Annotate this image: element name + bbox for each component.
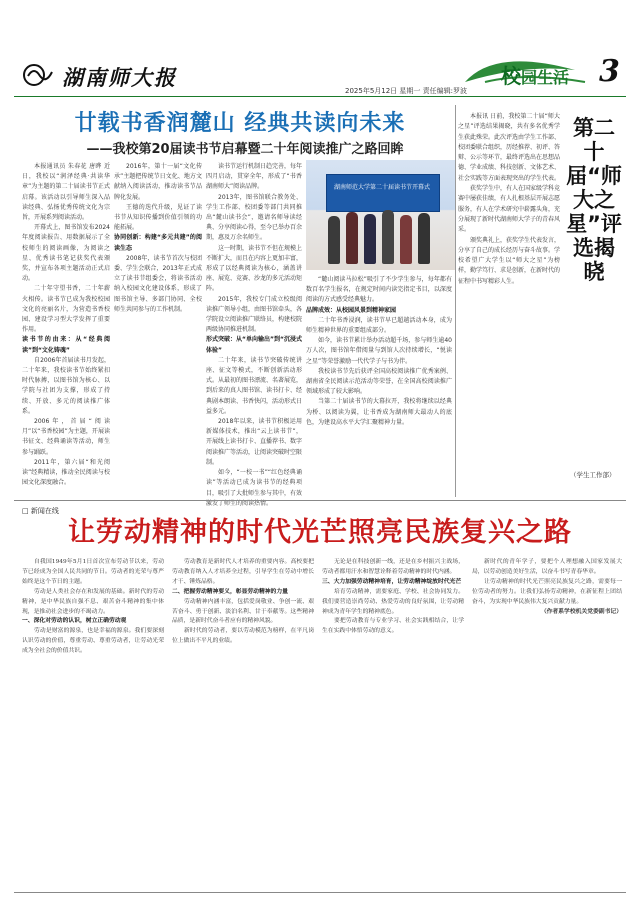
photo-person [346, 212, 358, 264]
paragraph: 当第二十届读书节的大幕拉开，我校将继续以经典为桥、以阅读为翼，让书香成为湖南师大最动人的底色，为建设高水平大学汇聚精神力量。 [306, 398, 452, 426]
section-subheading: 品牌成效：从校园风景到精神家园 [306, 306, 397, 314]
photo-person [382, 210, 394, 264]
section-subheading: 二、把握劳动精神要义，彰显劳动精神的力量 [172, 588, 288, 595]
article2-column-1 [22, 558, 164, 888]
masthead [0, 0, 640, 100]
article1-column-2 [114, 162, 202, 494]
section-subheading: 形式突破：从“单向输出”到“沉浸式体验” [206, 336, 302, 354]
paragraph: 无论是在科技创新一线，还是在乡村振兴主战场，劳动者都用汗水和智慧诠释着劳动精神的时代内涵。 [322, 559, 464, 575]
paragraph: 如今，读书节累计举办活动超千场，参与师生逾40万人次，图书馆年借阅量与到馆人次持续增长，“悦读之星”等荣誉激励一代代学子与书为伴。 [306, 337, 452, 365]
section-header [455, 52, 625, 92]
paragraph: 培育劳动精神，需要家庭、学校、社会协同发力。我们要营造崇尚劳动、热爱劳动的良好氛围，让劳动精神成为青年学生的精神底色。 [322, 588, 464, 615]
article1-column-3 [306, 275, 452, 495]
paragraph: 开幕式上，图书馆发布2024年度阅读报告、用数据展示了全校师生的阅读画像，为阅读之星、优秀读书笔记获奖代表颁奖，并宣布各项主题活动正式启动。 [22, 224, 110, 283]
article2-column-2 [172, 558, 314, 888]
paragraph: 2006年，首届“阅读月”以“书香校园”为主题，开展读书征文、经典诵读等活动，师生参与踊跃。 [22, 418, 110, 456]
paragraph: 新时代的青年学子，要把个人理想融入国家发展大局，以劳动创造美好生活，以奋斗书写青春华章。 [472, 559, 622, 575]
paragraph: 新时代的劳动者，要以劳动模范为榜样，在平凡岗位上做出不平凡的业绩。 [172, 628, 314, 645]
sidebar-paragraph: 获奖学生中，有人在国家级学科竞赛中屡获佳绩，有人扎根基层开展志愿服务，有人在学术研究中崭露头角，充分展现了新时代湖南师大学子的青春风采。 [458, 185, 561, 234]
paragraph: 读书节运行机制日趋完善，每年四月启动，贯穿全年，形成了“书香湖南师大”阅读品牌。 [206, 163, 303, 191]
paragraph: 要把劳动教育与专业学习、社会实践相结合，让学生在实践中体悟劳动的意义。 [322, 618, 464, 635]
photo-caption: 湖南师范大学第二十届读书节开幕式 [333, 184, 430, 191]
article2-column-3 [322, 558, 464, 888]
paragraph: 劳动是财富的源泉，也是幸福的源泉。我们要深刻认识劳动的价值，尊重劳动、尊重劳动者，让劳动光荣成为全社会的价值共识。 [22, 628, 164, 655]
article2-column-4 [472, 558, 622, 888]
section-title [501, 60, 569, 89]
section-title-big: 校 [501, 64, 521, 88]
paragraph: 如今，“一校一书”“红色经典诵读”等活动已成为读书节的经典项目，吸引了大批师生参与其中，有效激发了师生的阅读热情。 [206, 469, 303, 507]
paragraph: 劳动教育是新时代人才培养的重要内容。高校要把劳动教育纳入人才培养全过程，引导学生在劳动中增长才干、锤炼品格。 [172, 559, 314, 585]
article1-column-1 [22, 162, 110, 494]
paragraph: 让劳动精神的时代光芒照亮民族复兴之路，需要每一位劳动者的努力。让我们弘扬劳动精神，在新征程上团结奋斗，为实现中华民族伟大复兴贡献力量。 [472, 578, 622, 605]
article2-title: 让劳动精神的时代光芒照亮民族复兴之路 [68, 517, 572, 548]
article1-title: 廿载书香润麓山 经典共读向未来 [74, 111, 406, 136]
column-divider [455, 105, 456, 497]
photo-person [418, 213, 430, 264]
photo-person [328, 216, 340, 264]
top-rule [14, 96, 626, 97]
newspaper-logo-icon [22, 62, 56, 88]
ceremony-photo [306, 160, 456, 270]
paragraph: 2008年，读书节首次与校团委、学生会联合，2013年正式成立了读书节组委会，将读书活动纳入校园文化建设体系，形成了图书馆主导、多部门协同、全校师生共同参与的工作机制。 [114, 254, 202, 313]
paragraph: 二十年书香浸润，读书节早已超越活动本身，成为师生精神世界的重要组成部分。 [306, 316, 452, 335]
sidebar-paragraph: 本报讯 日前，我校第二十届“师大之星”评选结果揭晓，共有多名优秀学生获此殊荣。此次评选由学生工作部、校团委联合组织，历经推荐、初评、答辩、公示等环节，最终评选出在思想品德、学业成绩、科技创新、文体艺术、社会实践等方面表现突出的学生代表。 [458, 113, 561, 182]
paragraph: 二十年守望书香，二十年薪火相传。读书节已成为我校校园文化的亮丽名片，为营造书香校园、建设学习型大学发挥了重要作用。 [22, 285, 110, 334]
sidebar-paragraph: 颁奖典礼上，获奖学生代表发言，分享了自己的成长经历与奋斗故事。学校希望广大学生以“师大之星”为榜样，勤学笃行、求是创新，在新时代的征程中书写精彩人生。 [458, 236, 561, 285]
article2-author: （作者系学校机关党委副书记） [540, 608, 622, 615]
paragraph: 我校读书节先后获评全国高校阅读推广优秀案例、湖南省全民阅读示范活动等荣誉，在全国高校阅读推广领域形成了较大影响。 [306, 367, 452, 396]
section-divider [14, 500, 626, 501]
section-subheading: 读书节的由来：从“经典阅读”到“文化铸魂” [22, 336, 110, 354]
section-subheading: 三、大力加强劳动精神培育，让劳动精神绽放时代光芒 [322, 578, 462, 585]
section-subheading: 一、深化对劳动的认识，树立正确劳动观 [22, 618, 127, 625]
paragraph: 这一时期，读书节不但在规模上不断扩大，而且在内容上更加丰富，形成了以经典阅读为核心，涵盖讲座、展览、竞赛、沙龙的多元活动矩阵。 [206, 244, 303, 293]
paper-name: 湖南师大报 [62, 65, 177, 90]
paragraph: 自我国1949年5月1日首次宣布劳动节以来，劳动节已经成为全国人民共同的节日。劳动者的光荣与尊严始终是这个节日的主题。 [22, 559, 164, 585]
sidebar-title: 第二十届“师大之星”评选揭晓 [566, 116, 622, 284]
paragraph: 2016年，第十一届“文化传承”主题把传统节日文化、地方文献纳入阅读活动，推动读书节品牌化发展。 [114, 163, 202, 201]
paragraph: 劳动是人类社会存在和发展的基础。新时代的劳动精神，是中华民族自强不息、艰苦奋斗精神的集中体现，是推动社会进步的不竭动力。 [22, 588, 164, 615]
page-number: 3 [599, 54, 620, 89]
photo-person [364, 214, 376, 264]
article2-label: □ 新闻在线 [22, 507, 59, 515]
paragraph: “麓山阅读马拉松”吸引了不少学生参与，每年都有数百名学生报名，在规定时间内读完指定书目，以深度阅读的方式感受经典魅力。 [306, 276, 452, 304]
paragraph: 2011年，第六届“和光阅读”经典精读，推动全民阅读与校园文化深度融合。 [22, 458, 110, 487]
photo-person [400, 215, 412, 264]
paragraph: 2018年以来，读书节积极运用新媒体技术，推出“云上读书节”，开展线上读书打卡、直播荐书、数字阅读推广等活动，让阅读突破时空限制。 [206, 418, 303, 466]
photo-banner [326, 174, 440, 212]
paragraph: 2013年，图书馆联合教务处、学生工作部、校团委等部门共同推出“麓山读书会”，邀请名师导读经典、分享阅读心得，至今已举办百余期，惠及万余名师生。 [206, 193, 303, 242]
paragraph: 二十年来，读书节突破传统讲座、征文等模式，不断创新活动形式。从最初的图书漂流、名著展览，到后来的真人图书馆、读书打卡、经典剧本朗读、书香快闪，活动形式日益多元。 [206, 356, 303, 415]
sidebar-sign: （学生工作部） [570, 471, 616, 479]
paragraph: 本报通讯员 朱春花 唐晔 近日，我校以“润泽经典·共读华章”为主题的第二十届读书节正式启幕。该活动以引导师生深入品读经典、弘扬优秀传统文化为宗旨，开展系列阅读活动。 [22, 163, 110, 222]
paragraph: 劳动精神内涵丰富，包括爱岗敬业、争创一流、艰苦奋斗、勇于创新、淡泊名利、甘于奉献等。这些精神品质，是新时代奋斗者应有的精神风貌。 [172, 598, 314, 625]
dateline: 2025年5月12日 星期一 责任编辑:罗波 [345, 87, 467, 95]
paragraph: 王德的迭代升级，见证了读书节从知识传播到价值引领的功能拓展。 [114, 203, 202, 232]
paragraph: 自2006年首届读书月发起，二十年来，我校读书节始终紧扣时代脉搏，以图书馆为核心、以学院与社团为支撑，形成了持续、开放、多元的阅读推广体系。 [22, 356, 110, 415]
bottom-rule [14, 892, 626, 893]
section-subheading: 协同创新：构建“多元共建”的阅读生态 [114, 234, 202, 252]
article1-column-mid [206, 162, 303, 507]
paragraph: 2015年，我校专门成立校级阅读推广领导小组，由图书馆牵头，各学院设立阅读推广联络员，构建校院两级协同推进机制。 [206, 295, 303, 334]
section-title-rest: 园生活 [521, 68, 570, 87]
sidebar-body [458, 112, 560, 287]
article1-subtitle: ——我校第20届读书节启幕暨二十年阅读推广之路回眸 [86, 142, 404, 157]
